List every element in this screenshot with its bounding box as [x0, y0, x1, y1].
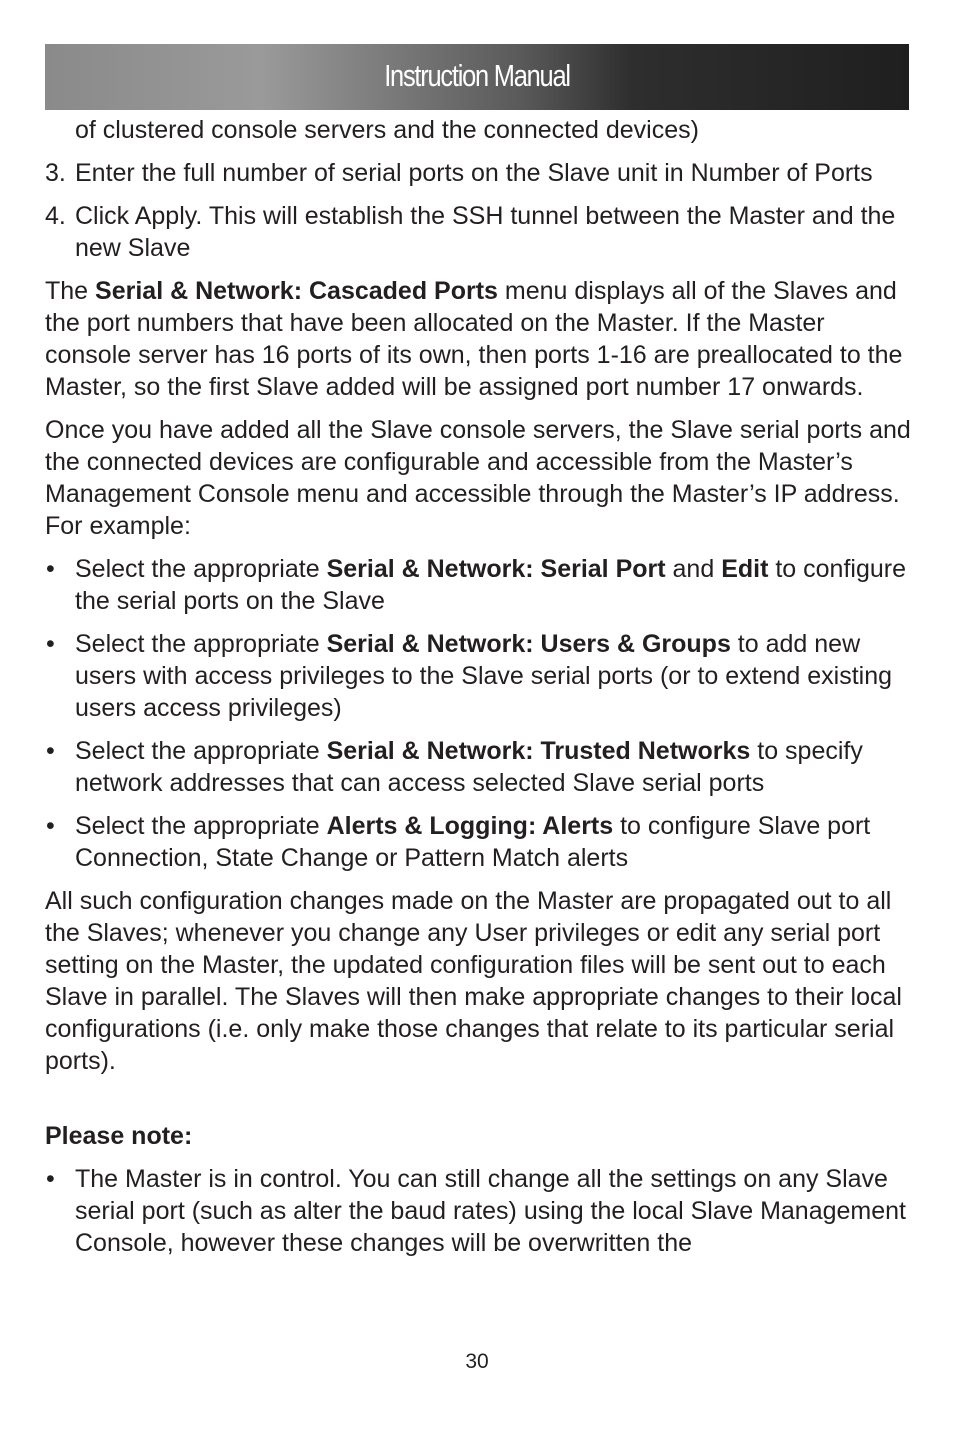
step-text: Click Apply. This will establish the SSH tunnel between the Master and the new Slave	[75, 202, 896, 262]
text-run: to configure Slave port Connection, State Change or Pattern Match alerts	[75, 812, 871, 872]
bold-menu-name: Serial & Network: Cascaded Ports	[95, 277, 498, 305]
continued-line: of clustered console servers and the connected devices)	[75, 116, 699, 144]
note-heading: Please note:	[45, 1122, 193, 1150]
page-content	[45, 114, 911, 1270]
text-run: to specify network addresses that can access selected Slave serial ports	[75, 737, 863, 797]
bullet-item	[45, 628, 911, 724]
page-number: 30	[465, 1350, 489, 1373]
bullet-item	[45, 735, 911, 799]
bullet-icon: •	[46, 812, 55, 840]
paragraph-all-changes: All such configuration changes made on the Master are propagated out to all the Slaves; whenever you change any User privileges or edit any serial port setting on the Master, the updated configuration files will be sent out to each Slave in parallel. The Slaves will then make appropriate changes to their local configurations (i.e. only make those changes that relate to its particular serial ports).	[45, 887, 902, 1075]
text-run: Select the appropriate	[75, 812, 327, 840]
bold-menu-name: Serial & Network: Trusted Networks	[326, 737, 751, 765]
text-run: The Master is in control. You can still change all the settings on any Slave serial port (such as alter the baud rates) using the local Slave Management Console, however these changes will be overwritten the	[75, 1165, 907, 1257]
bullet-item	[45, 810, 911, 874]
header-title: Instruction Manual	[384, 58, 570, 93]
page-header-bar	[45, 44, 909, 110]
paragraph-once-added: Once you have added all the Slave console servers, the Slave serial ports and the connected devices are configurable and accessible from the Master’s Management Console menu and accessible through the Master’s IP address. For example:	[45, 416, 911, 540]
bullet-icon: •	[46, 630, 55, 658]
text-run: The	[45, 277, 96, 305]
note-bullet-item	[45, 1163, 911, 1259]
bullet-icon: •	[46, 737, 55, 765]
numbered-step	[45, 157, 911, 189]
bold-menu-name: Serial & Network: Serial Port	[326, 555, 666, 583]
bold-menu-name: Alerts & Logging: Alerts	[326, 812, 614, 840]
bullet-icon: •	[46, 1165, 55, 1193]
bullet-item	[45, 553, 911, 617]
numbered-step	[45, 200, 911, 264]
bold-menu-name: Edit	[721, 555, 769, 583]
text-run: Select the appropriate	[75, 630, 327, 658]
step-number: 3.	[45, 159, 66, 187]
text-run: Select the appropriate	[75, 555, 327, 583]
bold-menu-name: Serial & Network: Users & Groups	[326, 630, 731, 658]
step-number: 4.	[45, 202, 66, 230]
text-run: Select the appropriate	[75, 737, 327, 765]
text-run: and	[665, 555, 722, 583]
text-run: menu displays all of the Slaves and the port numbers that have been allocated on the Master. If the Master console server has 16 ports of its own, then ports 1-16 are preallocated to the Master, so the first Slave added will be assigned port number 17 onwards.	[45, 277, 903, 401]
step-text: Enter the full number of serial ports on the Slave unit in Number of Ports	[75, 159, 873, 187]
paragraph-cascaded-ports	[45, 275, 911, 403]
bullet-icon: •	[46, 555, 55, 583]
text-run: to add new users with access privileges to the Slave serial ports (or to extend existing users access privileges)	[75, 630, 893, 722]
text-run: to configure the serial ports on the Slave	[75, 555, 906, 615]
